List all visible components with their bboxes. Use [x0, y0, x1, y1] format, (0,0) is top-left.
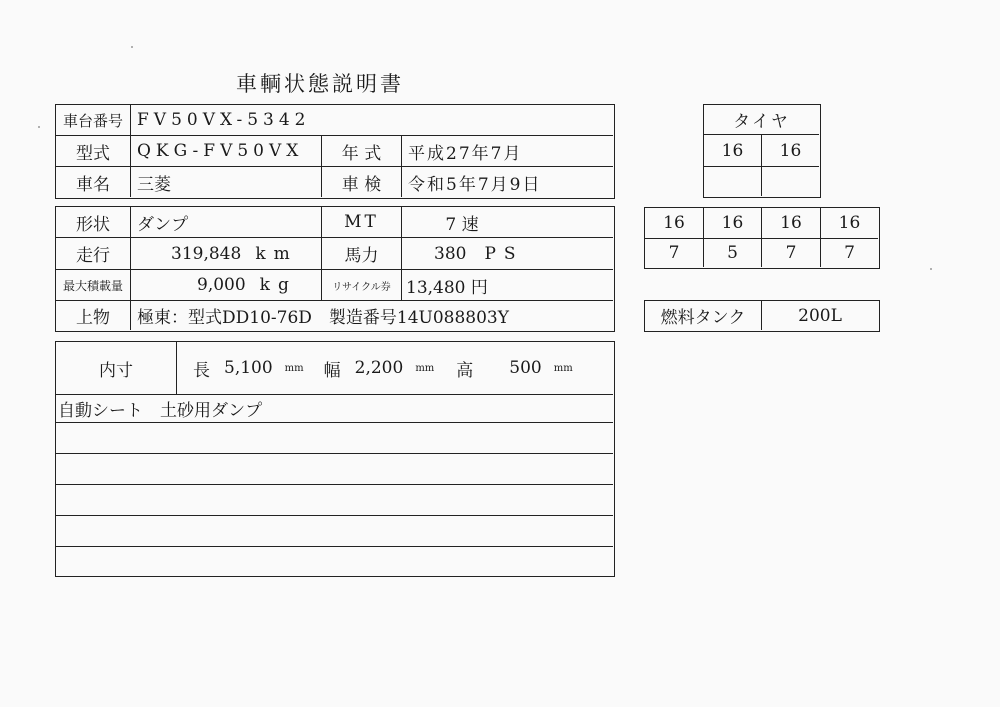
max-load-label: 最大積載量 [62, 278, 123, 293]
fuel-tank-table [644, 300, 880, 332]
tire-rear-size: 16 [838, 213, 861, 233]
scan-speck [930, 268, 932, 270]
mileage-unit: km [255, 243, 298, 264]
width-value: 2,200 [354, 358, 404, 378]
transmission-label: MT [344, 212, 379, 232]
tire-rear-value: 7 [668, 243, 680, 263]
inner-dimensions-values [177, 342, 613, 394]
length-label: 長 [193, 360, 210, 381]
shape-value: ダンプ [137, 214, 189, 235]
max-load-cell [131, 270, 321, 300]
vehicle-name-label: 車名 [76, 174, 110, 195]
note-line [58, 547, 608, 575]
transmission-value: 7 速 [445, 214, 479, 235]
tire-front-blank [762, 167, 819, 196]
tire-front-size: 16 [779, 140, 802, 161]
horsepower-unit: PS [484, 243, 524, 264]
note-line [58, 423, 608, 453]
inspection-value: 令和5年7月9日 [408, 174, 542, 195]
dimensions-table [55, 341, 615, 577]
fuel-tank-label: 燃料タンク [660, 308, 746, 328]
note-line: 自動シート 土砂用ダンプ [58, 401, 263, 421]
width-unit: mm [415, 362, 435, 374]
tire-header: タイヤ [733, 112, 790, 132]
height-label: 高 [456, 360, 474, 381]
max-load-value: 9,000 [197, 275, 246, 295]
note-line [58, 516, 608, 546]
specs-table [55, 206, 615, 332]
horsepower-label: 馬力 [344, 246, 379, 266]
tire-rear-size: 16 [663, 213, 685, 233]
model-label: 型式 [76, 143, 110, 164]
vehicle-name-value: 三菱 [137, 174, 171, 195]
tire-rear-value: 7 [785, 243, 797, 263]
mileage-value: 319,848 [171, 243, 242, 264]
vehicle-info-table [55, 104, 615, 199]
tire-rear-value: 5 [727, 243, 738, 263]
note-line [58, 454, 608, 484]
year-value: 平成27年7月 [408, 143, 523, 164]
tire-front-size: 16 [721, 140, 744, 161]
model-value: QKG-FV50VX [137, 141, 304, 161]
scan-speck [131, 46, 133, 48]
document-title: 車輌状態説明書 [236, 72, 404, 96]
body-equipment-label: 上物 [76, 308, 110, 328]
body-equipment-value: 極東：型式DD10-76D 製造番号14U088803Y [137, 308, 509, 328]
chassis-number-label: 車台番号 [62, 111, 123, 130]
width-label: 幅 [323, 360, 341, 381]
tire-front-table [703, 104, 821, 198]
horsepower-value: 380 [434, 243, 467, 264]
tire-rear-size: 16 [780, 213, 802, 233]
horsepower-cell [402, 238, 602, 269]
recycle-ticket-label: リサイクル券 [332, 281, 391, 293]
chassis-number-value: FV50VX-5342 [137, 110, 311, 130]
shape-label: 形状 [76, 214, 110, 235]
length-value: 5,100 [224, 358, 273, 378]
tire-rear-table [644, 207, 880, 269]
recycle-ticket-value: 13,480 円 [406, 277, 488, 298]
max-load-unit: kg [259, 275, 297, 295]
mileage-label: 走行 [76, 246, 110, 266]
tire-rear-value: 7 [844, 243, 855, 263]
scan-speck [38, 126, 40, 128]
mileage-cell [131, 238, 321, 269]
note-line [58, 485, 608, 515]
inner-dimensions-label: 内寸 [99, 360, 133, 381]
inspection-label: 車 検 [341, 174, 382, 195]
height-value: 500 [509, 358, 542, 378]
tire-front-blank [704, 167, 761, 196]
fuel-tank-value: 200L [798, 305, 842, 326]
height-unit: mm [553, 362, 573, 374]
tire-rear-size: 16 [721, 213, 744, 233]
length-unit: mm [284, 362, 304, 374]
year-label: 年 式 [341, 143, 382, 164]
